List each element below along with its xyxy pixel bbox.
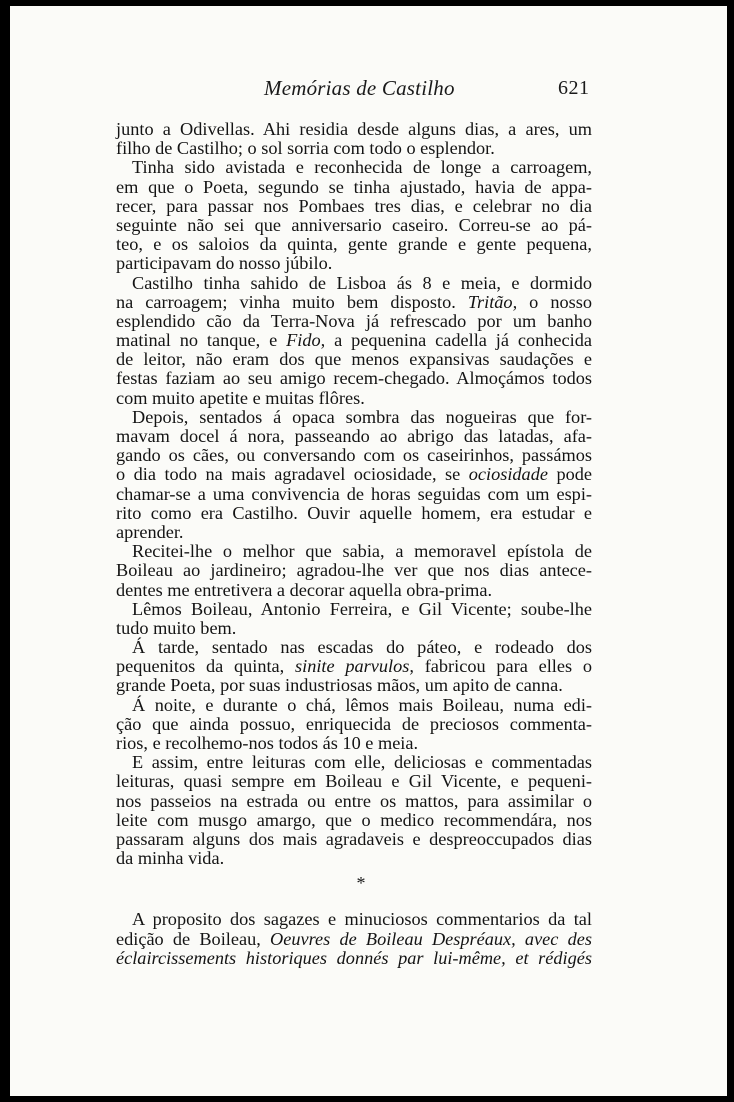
text-line: teo, e os saloios da quinta, gente grande e gente pequena,	[116, 234, 592, 255]
text-line: Recitei-lhe o melhor que sabia, a memoravel epístola de	[132, 541, 592, 562]
text-line: leite com musgo amargo, que o medico recommendára, nos	[116, 809, 592, 830]
text-line: de leitor, não eram dos que menos expansivas saudações e	[116, 349, 592, 370]
page-number: 621	[558, 77, 590, 99]
italic-name: Tritão,	[467, 291, 518, 312]
text-line: festas faziam ao seu amigo recem-chegado. Almoçámos todos	[116, 368, 592, 389]
text-line: matinal no tanque, e Fido, a pequenina cadella já conhecida	[116, 330, 592, 351]
text-line: tudo muito bem.	[116, 617, 237, 638]
text-line: grande Poeta, por suas industriosas mãos, um apito de canna.	[116, 675, 563, 696]
text-line: mavam docel á nora, passeando ao abrigo das latadas, afa-	[116, 426, 592, 446]
book-page	[10, 6, 727, 1096]
italic-phrase: sinite parvulos,	[295, 656, 414, 677]
text-line: seguinte não sei que anniversario caseiro. Correu-se ao pá-	[116, 214, 592, 235]
text-line: Tinha sido avistada e reconhecida de longe a carroagem,	[132, 157, 592, 178]
running-header-title: Memórias de Castilho	[264, 76, 455, 100]
text-line: Á tarde, sentado nas escadas do páteo, e rodeado dos	[132, 637, 592, 658]
italic-title: éclaircissements historiques donnés par lui-même, et rédigés	[116, 947, 592, 968]
text-line: o dia todo na mais agradavel ociosidade, se ociosidade pode	[116, 464, 593, 485]
italic-word: ociosidade	[468, 464, 548, 485]
text-line: nos passeios na estrada ou entre os mattos, para assimilar o	[116, 790, 592, 811]
text-line: leituras, quasi sempre em Boileau e Gil Vicente, e pequeni-	[116, 771, 592, 792]
text-line: dentes me entretivera a decorar aquella obra-prima.	[116, 579, 493, 600]
text-line: E assim, entre leituras com elle, deliciosas e commentadas	[132, 752, 592, 773]
text-line: filho de Castilho; o sol sorria com todo o esplendor.	[116, 138, 495, 159]
text-line: Á noite, e durante o chá, lêmos mais Boileau, numa edi-	[132, 694, 592, 715]
section-separator-asterisk: *	[356, 873, 366, 894]
text-line: Boileau ao jardineiro; agradou-lhe ver que nos dias antece-	[116, 560, 592, 581]
text-line: junto a Odivellas. Ahi residia desde alguns dias, a ares, um	[116, 119, 592, 139]
text-line: participavam do nosso júbilo.	[116, 253, 333, 274]
text-line	[116, 949, 592, 968]
text-line: aprender.	[116, 521, 184, 542]
text-line: Castilho tinha sahido de Lisboa ás 8 e meia, e dormido	[132, 272, 592, 293]
text-line: rito como era Castilho. Ouvir aquelle homem, era estudar e	[116, 502, 592, 523]
text-line: esplendido cão da Terra-Nova já refrescado por um banho	[116, 310, 592, 331]
text-line: rios, e recolhemo-nos todos ás 10 e meia.	[116, 733, 419, 753]
text-line: gando os cães, ou conversando com os caseirinhos, passámos	[116, 445, 592, 466]
text-line: pequenitos da quinta, sinite parvulos, fabricou para elles o	[116, 656, 593, 677]
text-line: recer, para passar nos Pombaes tres dias, e celebrar no dia	[116, 195, 592, 216]
text-line: A proposito dos sagazes e minuciosos commentarios da tal	[132, 909, 592, 930]
text-line: edição de Boileau, Oeuvres de Boileau Despréaux, avec des	[116, 928, 592, 949]
text-line: chamar-se a uma convivencia de horas seguidas com um espi-	[116, 483, 592, 504]
text-line: ção que ainda possuo, enriquecida de preciosos commenta-	[116, 713, 592, 734]
italic-title: Oeuvres de Boileau Despréaux, avec des	[270, 928, 592, 949]
text-line: passaram alguns dos mais agradaveis e despreoccupados dias	[116, 828, 592, 849]
body-text	[116, 120, 592, 968]
text-line: na carroagem; vinha muito bem disposto. Tritão, o nosso	[116, 291, 592, 312]
text-line: com muito apetite e muitas flôres.	[116, 387, 365, 408]
text-line: Depois, sentados á opaca sombra das nogueiras que for-	[132, 406, 592, 427]
text-line: Lêmos Boileau, Antonio Ferreira, e Gil Vicente; soube-lhe	[132, 598, 592, 619]
text-line: em que o Poeta, segundo se tinha ajustado, havia de appa-	[116, 176, 592, 197]
italic-name: Fido,	[286, 330, 326, 351]
text-line: da minha vida.	[116, 848, 225, 869]
